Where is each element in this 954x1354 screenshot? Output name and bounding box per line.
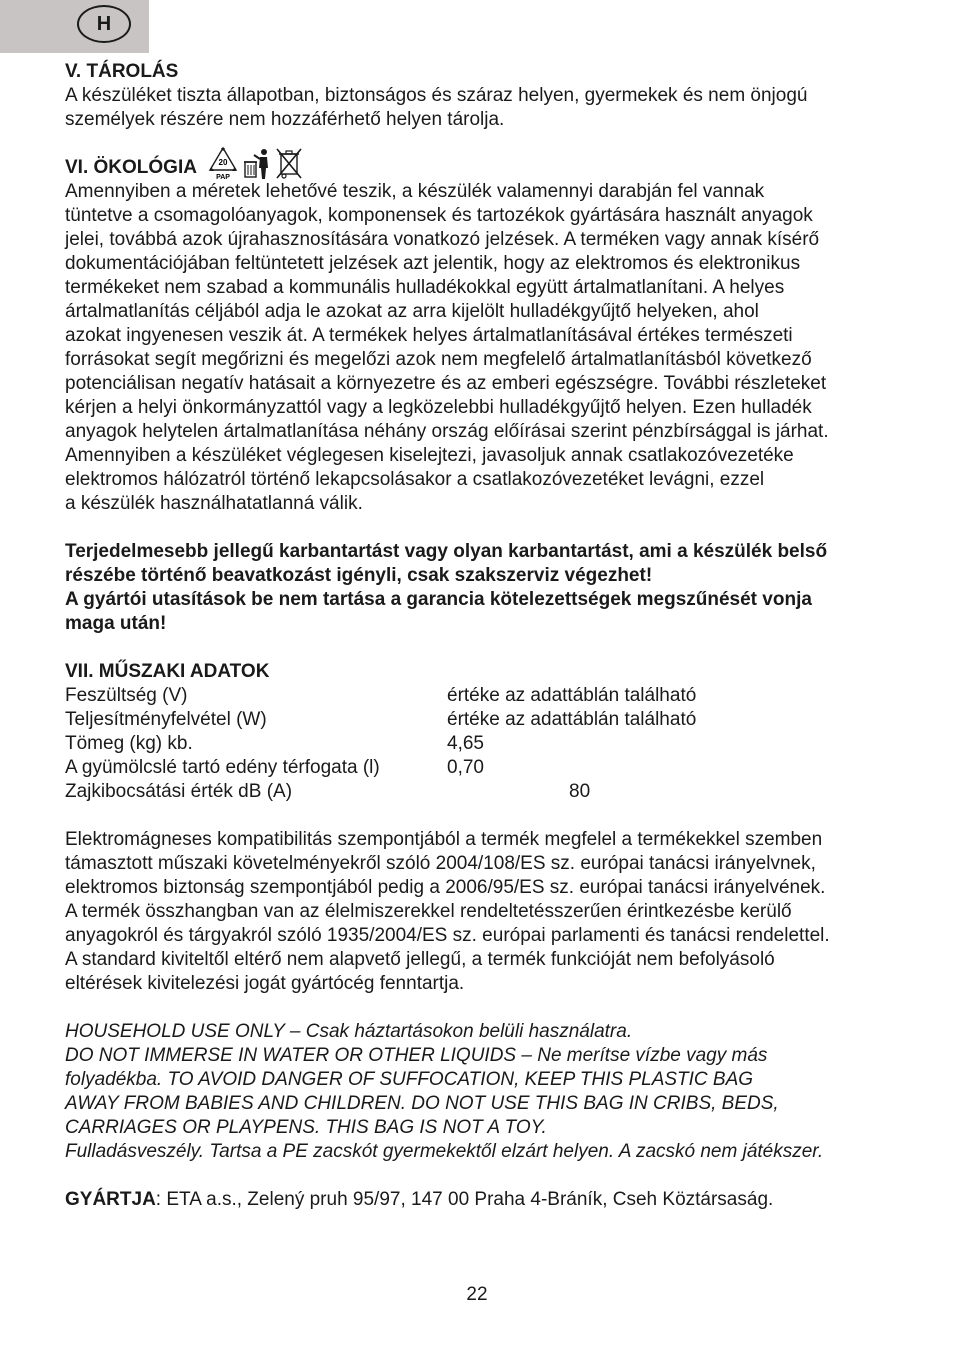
recycle-icon [207,146,239,180]
page-content [65,60,895,1212]
ecology-line: kérjen a helyi önkormányzattól vagy a legközelebbi hulladékgyűjtő helyen. Ezen hulladék [65,397,812,418]
crossed-bin-icon [275,146,303,180]
ecology-line: dokumentációjában feltüntetett jelzések azt jelentik, hogy az elektromos és elektronikus [65,253,801,274]
ecology-icons [207,146,303,180]
safety-line: Fulladásveszély. Tartsa a PE zacskót gyermekektől elzárt helyen. A zacskó nem játékszer. [65,1141,824,1162]
ecology-line: potenciálisan negatív hatásait a környezetre és az emberi egészségre. További részleteket [65,373,827,394]
specs-section [65,660,895,804]
compliance-line: A termék összhangban van az élelmiszerekkel rendeltetésszerűen érintkezésbe kerülő [65,901,792,922]
manufacturer-address: : ETA a.s., Zelený pruh 95/97, 147 00 Praha 4-Bráník, Cseh Köztársaság. [155,1189,774,1210]
spec-label: Zajkibocsátási érték dB (A) [65,781,293,802]
table-row [65,708,696,732]
storage-line: A készüléket tiszta állapotban, biztonságos és száraz helyen, gyermekek és nem önjogú [65,85,808,106]
ecology-title: VI. ÖKOLÓGIA [65,157,197,178]
spec-label: Teljesítményfelvétel (W) [65,709,267,730]
compliance-line: támasztott műszaki követelményekről szóló 2004/108/ES sz. európai tanácsi irányelvnek, [65,853,816,874]
compliance-line: Elektromágneses kompatibilitás szempontjából a termék megfelel a termékekkel szemben [65,829,823,850]
ecology-line: anyagok helytelen ártalmatlanítása néhány ország előírásai szerint pénzbírsággal is járhat. [65,421,829,442]
compliance-line: A standard kiviteltől eltérő nem alapvető jellegű, a termék funkcióját nem befolyásoló [65,949,775,970]
recycle-code: 20 [218,158,228,167]
manufacturer-line [65,1188,895,1212]
ecology-line: Amennyiben a készüléket véglegesen kiselejtezi, javasoljuk annak csatlakozóvezetéke [65,445,794,466]
ecology-section [65,146,895,516]
warning-line: Terjedelmesebb jellegű karbantartást vagy olyan karbantartást, ami a készülék belső [65,541,828,562]
tidyman-icon [243,148,271,180]
ecology-line: tüntetve a csomagolóanyagok, komponensek és tartozékok gyártására használt anyagok [65,205,813,226]
compliance-line: eltérések kivitelezési jogát gyártócég fenntartja. [65,973,465,994]
spec-value: 0,70 [447,757,484,778]
table-row [65,684,696,708]
safety-line: HOUSEHOLD USE ONLY – Csak háztartásokon belüli használatra. [65,1021,633,1042]
warning-line: A gyártói utasítások be nem tartása a garancia kötelezettségek megszűnését vonja [65,589,812,610]
warning-line: maga után! [65,613,167,634]
safety-line: CARRIAGES OR PLAYPENS. THIS BAG IS NOT A TOY. [65,1117,547,1138]
ecology-line: jelei, továbbá azok újrahasznosítására vonatkozó jelzések. A terméken vagy annak kísérő [65,229,820,250]
ecology-line: azokat ingyenesen veszik át. A termékek helyes ártalmatlanításával értékes természeti [65,325,793,346]
language-tab [0,0,149,53]
language-code-badge: H [77,5,131,43]
warning-line: részébe történő beavatkozást igényli, csak szakszerviz végezhet! [65,565,653,586]
table-row [65,756,696,780]
safety-line: DO NOT IMMERSE IN WATER OR OTHER LIQUIDS – Ne merítse vízbe vagy más [65,1045,768,1066]
ecology-line: Amennyiben a méretek lehetővé teszik, a készülék valamennyi darabján fel vannak [65,181,765,202]
spec-label: Tömeg (kg) kb. [65,733,193,754]
maintenance-warning [65,540,895,636]
compliance-line: elektromos biztonság szempontjából pedig a 2006/95/ES sz. európai tanácsi irányelvének. [65,877,826,898]
table-row [65,732,696,756]
page-number: 22 [466,1284,488,1305]
storage-section [65,60,895,132]
recycle-label: PAP [216,174,230,180]
ecology-line: forrásokat segít megőrizni és megelőzi azok nem megfelelő ártalmatlanításból következő [65,349,812,370]
spec-value: értéke az adattáblán található [447,709,697,730]
ecology-line: ártalmatlanítás céljából adja le azokat az arra kijelölt hulladékgyűjtő helyeken, ahol [65,301,759,322]
specs-title: VII. MŰSZAKI ADATOK [65,661,270,682]
safety-warnings [65,1020,895,1164]
spec-label: Feszültség (V) [65,685,188,706]
spec-value: értéke az adattáblán található [447,685,697,706]
compliance-section [65,828,895,996]
manufacturer-label: GYÁRTJA [65,1189,156,1210]
ecology-line: elektromos hálózatról történő lekapcsolásakor a csatlakozóvezetéket levágni, ezzel [65,469,765,490]
specs-table [65,684,696,804]
table-row [65,780,696,804]
ecology-line: termékeket nem szabad a kommunális hulladékokkal együtt ártalmatlanítani. A helyes [65,277,785,298]
storage-line: személyek részére nem hozzáférhető helyen tárolja. [65,109,505,130]
ecology-heading [65,146,895,180]
safety-line: folyadékba. TO AVOID DANGER OF SUFFOCATION, KEEP THIS PLASTIC BAG [65,1069,754,1090]
spec-label: A gyümölcslé tartó edény térfogata (l) [65,757,380,778]
compliance-line: anyagokról és tárgyakról szóló 1935/2004/ES sz. európai parlamenti és tanácsi rendelettel. [65,925,830,946]
storage-title: V. TÁROLÁS [65,61,179,82]
spec-value: 80 [569,781,591,802]
ecology-line: a készülék használhatatlanná válik. [65,493,363,514]
safety-line: AWAY FROM BABIES AND CHILDREN. DO NOT USE THIS BAG IN CRIBS, BEDS, [65,1093,779,1114]
spec-value: 4,65 [447,733,484,754]
